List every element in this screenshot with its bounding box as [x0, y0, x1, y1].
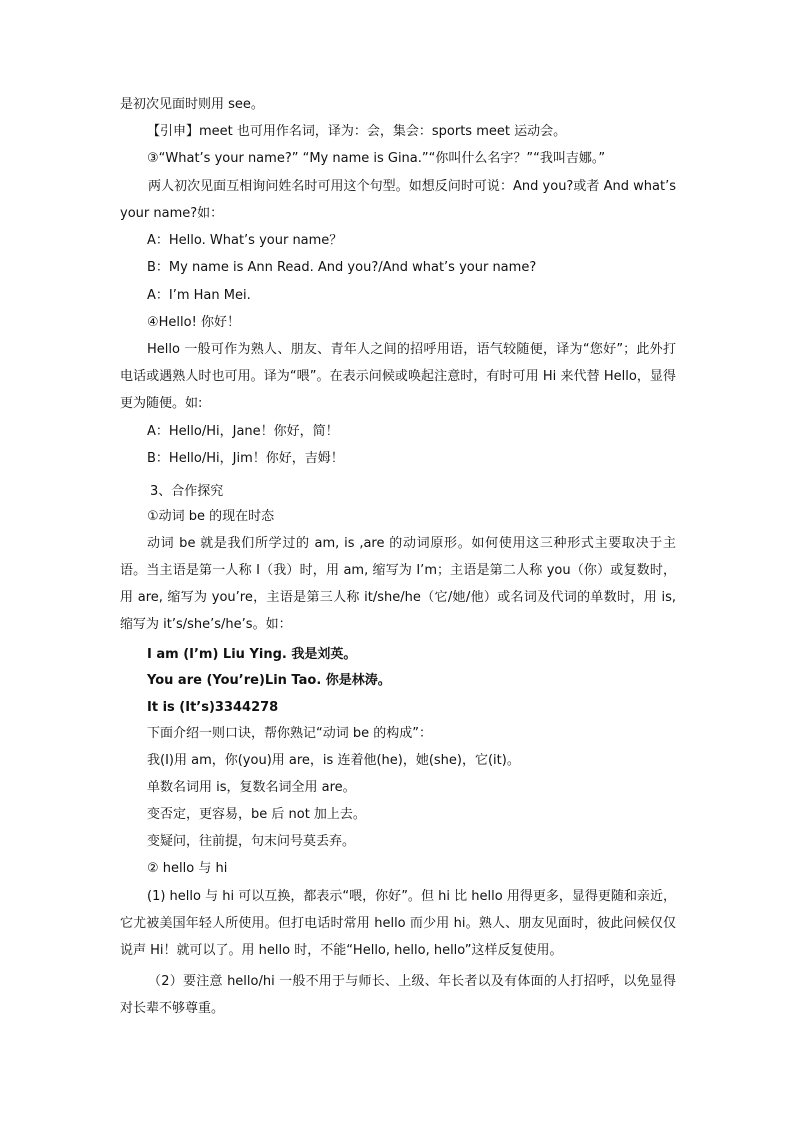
mnemonic-line-4: 变疑问，往前提，句末问号莫丢弃。	[147, 834, 356, 849]
dialog-line-a3: A：Hello/Hi，Jane！你好，简！	[147, 424, 339, 439]
dialog-line-a2: A：I’m Han Mei.	[147, 288, 251, 303]
example-liu-ying: I am (I’m) Liu Ying. 我是刘英。	[147, 647, 357, 662]
paragraph-whats-your-name: ③“What’s your name?” “My name is Gina.”“你叫什么名字？”“我叫吉娜。”	[147, 151, 606, 166]
subheading-hello-hi: ② hello 与 hi	[147, 861, 228, 876]
example-it-is: It is (It’s)3344278	[147, 700, 279, 715]
paragraph-verb-be: 动词 be 就是我们所学过的 am, is ,are 的动词原形。如何使用这三种形式主要取决于主语。当主语是第一人称 I（我）时，用 am, 缩写为 I’m；主语是第二人称 you（你）或复数时，用 are, 缩写为 you’re，主语是第三人称 it/she/he（它/她/他）或名词及代词的单数时，用 is, 缩写为 it’s/she’s/he’s。如：	[120, 536, 676, 632]
paragraph-name-usage: 两人初次见面互相询问姓名时可用这个句型。如想反问时可说：And you?或者 And what’s your name?如：	[120, 179, 676, 221]
mnemonic-line-1: 我(I)用 am，你(you)用 are，is 连着他(he)，她(she)，它(it)。	[147, 753, 520, 768]
subheading-verb-be: ①动词 be 的现在时态	[147, 509, 275, 524]
dialog-line-b3: B：Hello/Hi，Jim！你好，吉姆！	[147, 451, 344, 466]
paragraph-hello-usage: Hello 一般可作为熟人、朋友、青年人之间的招呼用语，语气较随便，译为“您好”；此外打电话或遇熟人时也可用。译为“喂”。在表示问候或唤起注意时，有时可用 Hi 来代替 Hello，显得更为随便。如:	[120, 342, 676, 411]
dialog-line-a1: A：Hello. What’s your name？	[147, 233, 343, 248]
dialog-line-b1: B：My name is Ann Read. And you?/And what’s your name?	[147, 260, 537, 275]
section-heading-cooperation: 3、合作探究	[150, 484, 224, 499]
paragraph-extension-meet: 【引申】meet 也可用作名词，译为：会，集会：sports meet 运动会。	[147, 124, 567, 139]
paragraph-hello-hi-2: （2）要注意 hello/hi 一般不用于与师长、上级、年长者以及有体面的人打招呼，以免显得对长辈不够尊重。	[120, 974, 676, 1016]
mnemonic-line-2: 单数名词用 is，复数名词全用 are。	[147, 780, 356, 795]
paragraph-hello-heading: ④Hello! 你好！	[147, 315, 240, 330]
paragraph-see: 是初次见面时则用 see。	[120, 97, 264, 112]
paragraph-hello-hi-1: (1) hello 与 hi 可以互换，都表示“喂，你好”。但 hi 比 hello 用得更多，显得更随和亲近，它尤被美国年轻人所使用。但打电话时常用 hello 而少用 hi。熟人、朋友见面时，彼此问候仅仅说声 Hi！就可以了。用 hello 时，不能“Hello, hello, hello”这样反复使用。	[120, 889, 676, 958]
mnemonic-line-3: 变否定，更容易，be 后 not 加上去。	[147, 807, 366, 822]
example-lin-tao: You are (You’re)Lin Tao. 你是林涛。	[147, 673, 391, 688]
paragraph-mnemonic-intro: 下面介绍一则口诀，帮你熟记“动词 be 的构成”：	[147, 726, 432, 741]
